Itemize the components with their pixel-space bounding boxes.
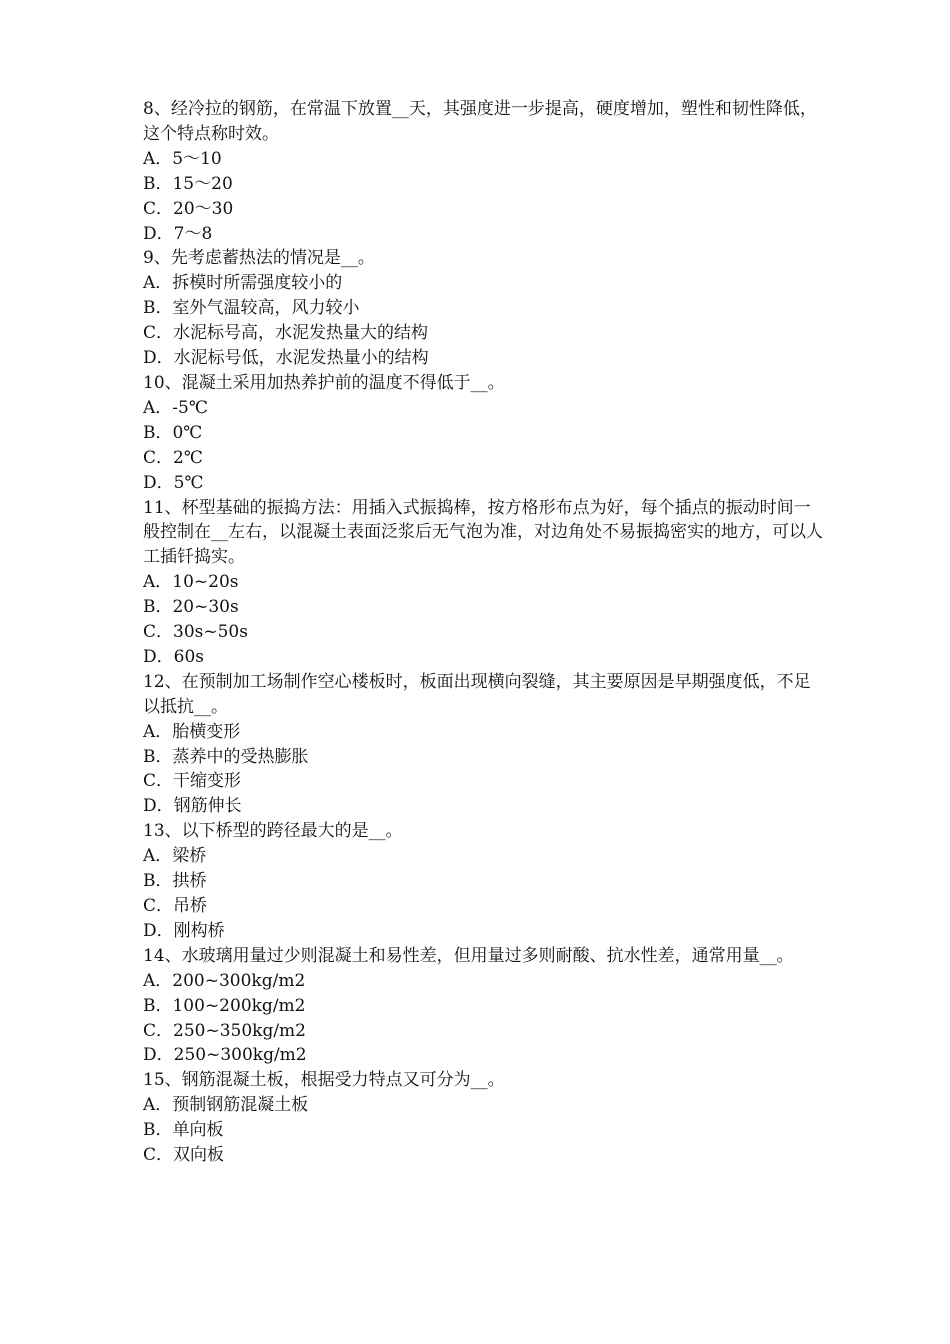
option-c: C．水泥标号高，水泥发热量大的结构 [143, 323, 429, 344]
option-a: A．拆模时所需强度较小的 [143, 273, 343, 294]
option-b: B．100~200kg/m2 [143, 995, 306, 1016]
question-8 [143, 97, 823, 246]
question-stem: 14、水玻璃用量过少则混凝土和易性差，但用量过多则耐酸、抗水性差，通常用量__。 [143, 945, 794, 966]
question-9 [143, 246, 823, 371]
question-stem: 15、钢筋混凝土板，根据受力特点又可分为__。 [143, 1070, 505, 1091]
document-page [143, 97, 823, 1168]
option-a: A．5～10 [143, 148, 222, 169]
question-11 [143, 496, 823, 670]
option-d: D．60s [143, 646, 204, 667]
option-b: B．蒸养中的受热膨胀 [143, 746, 309, 767]
option-c: C．干缩变形 [143, 771, 242, 792]
option-c: C．2℃ [143, 447, 203, 468]
question-14 [143, 944, 823, 1069]
option-b: B．拱桥 [143, 871, 207, 892]
question-10 [143, 371, 823, 496]
question-13 [143, 819, 823, 944]
option-d: D．刚构桥 [143, 920, 225, 941]
option-d: D．250~300kg/m2 [143, 1045, 307, 1066]
option-a: A．胎横变形 [143, 721, 241, 742]
option-c: C．吊桥 [143, 896, 208, 916]
question-12 [143, 670, 823, 819]
option-b: B．20~30s [143, 597, 239, 618]
option-c: C．20～30 [143, 198, 234, 219]
option-a: A．-5℃ [143, 397, 208, 418]
option-a: A．预制钢筋混凝土板 [143, 1095, 309, 1116]
option-b: B．15～20 [143, 173, 233, 194]
option-c: C．30s~50s [143, 622, 248, 643]
option-c: C．250~350kg/m2 [143, 1020, 306, 1041]
question-stem: 11、杯型基础的振捣方法：用插入式振捣棒，按方格形布点为好，每个插点的振动时间一般控制在__左右，以混凝土表面泛浆后无气泡为准，对边角处不易振捣密实的地方，可以人工插钎捣实。 [143, 497, 823, 568]
option-a: A．10~20s [143, 572, 239, 593]
question-stem: 9、先考虑蓄热法的情况是__。 [143, 248, 375, 269]
option-d: D．水泥标号低，水泥发热量小的结构 [143, 348, 429, 369]
option-d: D．钢筋伸长 [143, 796, 242, 817]
question-stem: 13、以下桥型的跨径最大的是__。 [143, 821, 403, 842]
option-a: A．200~300kg/m2 [143, 970, 306, 991]
question-15 [143, 1068, 823, 1168]
option-a: A．梁桥 [143, 846, 207, 867]
option-d: D．7～8 [143, 223, 213, 244]
option-b: B．室外气温较高，风力较小 [143, 298, 360, 319]
question-stem: 10、混凝土采用加热养护前的温度不得低于__。 [143, 372, 505, 393]
option-b: B．0℃ [143, 422, 203, 443]
option-c: C．双向板 [143, 1145, 225, 1166]
question-stem: 12、在预制加工场制作空心楼板时，板面出现横向裂缝，其主要原因是早期强度低，不足以抵抗__。 [143, 671, 811, 717]
option-d: D．5℃ [143, 472, 204, 493]
question-stem: 8、经冷拉的钢筋，在常温下放置__天，其强度进一步提高，硬度增加，塑性和韧性降低，这个特点称时效。 [143, 99, 817, 144]
option-b: B．单向板 [143, 1120, 224, 1141]
